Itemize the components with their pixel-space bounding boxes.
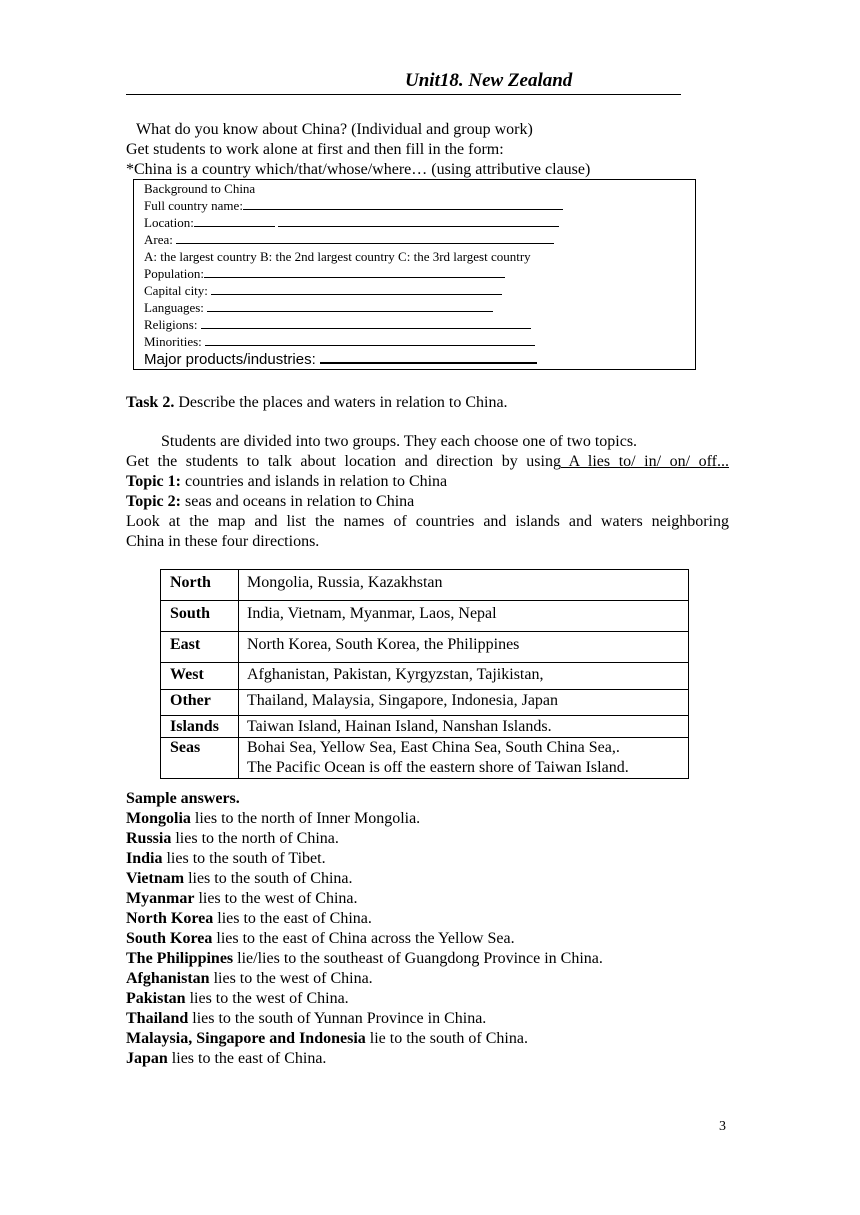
topic-1 bbox=[126, 472, 447, 492]
field-religions bbox=[144, 317, 531, 333]
page-number: 3 bbox=[719, 1119, 726, 1134]
direction-value: North Korea, South Korea, the Philippines bbox=[239, 632, 689, 663]
direction-label: South bbox=[161, 601, 239, 632]
answer-blank[interactable] bbox=[243, 198, 563, 210]
area-options: A: the largest country B: the 2nd largest country C: the 3rd largest country bbox=[144, 249, 531, 264]
answer-text: lies to the north of Inner Mongolia. bbox=[190, 810, 421, 827]
answer-text: lies to the south of China. bbox=[184, 870, 353, 887]
answer-blank[interactable] bbox=[278, 215, 559, 227]
answer-line bbox=[126, 1049, 326, 1069]
field-label: Major products/industries: bbox=[144, 351, 320, 368]
task2-label: Task 2. bbox=[126, 394, 175, 411]
field-label: Location: bbox=[144, 215, 194, 230]
answer-text: lies to the east of China. bbox=[213, 910, 372, 927]
answer-blank[interactable] bbox=[320, 351, 537, 364]
answer-subject: Vietnam bbox=[126, 870, 185, 887]
field-population bbox=[144, 266, 505, 282]
answer-text: lies to the south of Yunnan Province in China. bbox=[188, 1010, 487, 1027]
answer-subject: Mongolia bbox=[126, 810, 191, 827]
map-instruction-line2: China in these four directions. bbox=[126, 533, 320, 550]
field-label: Religions: bbox=[144, 317, 201, 332]
table-row bbox=[161, 632, 689, 663]
answer-line bbox=[126, 869, 353, 889]
answer-subject: Afghanistan bbox=[126, 970, 210, 987]
answer-subject: The Philippines bbox=[126, 950, 234, 967]
field-minorities bbox=[144, 334, 535, 350]
answer-line bbox=[126, 909, 372, 929]
direction-label: Islands bbox=[161, 716, 239, 738]
answer-text: lie/lies to the southeast of Guangdong Province in China. bbox=[233, 950, 603, 967]
answer-line bbox=[126, 889, 358, 909]
task2-heading bbox=[126, 393, 508, 413]
direction-value-line: Bohai Sea, Yellow Sea, East China Sea, South China Sea,. bbox=[247, 739, 620, 756]
direction-value: Taiwan Island, Hainan Island, Nanshan Islands. bbox=[239, 716, 689, 738]
answer-subject: India bbox=[126, 850, 163, 867]
talk-line bbox=[126, 452, 729, 472]
answer-text: lies to the west of China. bbox=[194, 890, 358, 907]
table-row bbox=[161, 601, 689, 632]
field-label: Population: bbox=[144, 266, 204, 281]
direction-label: Seas bbox=[161, 738, 239, 779]
answer-line bbox=[126, 969, 373, 989]
answer-line bbox=[126, 849, 326, 869]
field-label: Area: bbox=[144, 232, 177, 247]
answer-subject: Malaysia, Singapore and Indonesia bbox=[126, 1030, 366, 1047]
topic-2-label: Topic 2: bbox=[126, 493, 181, 510]
table-row bbox=[161, 663, 689, 690]
answer-line bbox=[126, 809, 420, 829]
answer-blank[interactable] bbox=[201, 317, 531, 329]
direction-value bbox=[239, 738, 689, 779]
answer-line bbox=[126, 949, 603, 969]
table-row bbox=[161, 716, 689, 738]
answer-subject: Pakistan bbox=[126, 990, 186, 1007]
table-row bbox=[161, 738, 689, 779]
answer-line bbox=[126, 989, 349, 1009]
table-row bbox=[161, 690, 689, 716]
field-label: Full country name: bbox=[144, 198, 243, 213]
direction-label: East bbox=[161, 632, 239, 663]
answer-line bbox=[126, 929, 515, 949]
topic-2 bbox=[126, 492, 414, 512]
talk-prefix: Get the students to talk about location and direction by using bbox=[126, 453, 561, 470]
field-label: Capital city: bbox=[144, 283, 212, 298]
field-capital-city bbox=[144, 283, 502, 299]
answer-subject: Thailand bbox=[126, 1010, 189, 1027]
answer-text: lies to the east of China across the Yellow Sea. bbox=[212, 930, 515, 947]
field-location bbox=[144, 215, 559, 231]
direction-value-line: The Pacific Ocean is off the eastern shore of Taiwan Island. bbox=[247, 759, 629, 776]
answer-text: lies to the west of China. bbox=[185, 990, 349, 1007]
intro-instruction: Get students to work alone at first and then fill in the form: bbox=[126, 141, 504, 158]
direction-value: Afghanistan, Pakistan, Kyrgyzstan, Tajikistan, bbox=[239, 663, 689, 690]
field-full-country-name bbox=[144, 198, 563, 214]
answer-text: lies to the north of China. bbox=[171, 830, 339, 847]
answer-line bbox=[126, 829, 339, 849]
sample-answers-heading: Sample answers. bbox=[126, 790, 240, 807]
field-major-products bbox=[144, 351, 537, 368]
header-rule bbox=[126, 94, 681, 95]
groups-text: Students are divided into two groups. They each choose one of two topics. bbox=[161, 433, 638, 450]
map-instruction-line1: Look at the map and list the names of countries and islands and waters neighboring bbox=[126, 513, 729, 530]
answer-blank[interactable] bbox=[176, 232, 554, 244]
talk-pattern: A lies to/ in/ on/ off... bbox=[560, 453, 729, 470]
clause-hint: *China is a country which/that/whose/where… (using attributive clause) bbox=[126, 161, 591, 178]
answer-blank[interactable] bbox=[205, 334, 535, 346]
answer-subject: Myanmar bbox=[126, 890, 195, 907]
answer-blank[interactable] bbox=[211, 283, 502, 295]
direction-value: India, Vietnam, Myanmar, Laos, Nepal bbox=[239, 601, 689, 632]
intro-question: What do you know about China? (Individual and group work) bbox=[136, 121, 533, 138]
topic-1-label: Topic 1: bbox=[126, 473, 181, 490]
task2-text: Describe the places and waters in relation to China. bbox=[174, 394, 508, 411]
answer-text: lies to the east of China. bbox=[167, 1050, 327, 1067]
answer-subject: Japan bbox=[126, 1050, 168, 1067]
topic-2-text: seas and oceans in relation to China bbox=[180, 493, 415, 510]
answer-blank[interactable] bbox=[194, 215, 275, 227]
background-form-box bbox=[133, 179, 696, 370]
field-languages bbox=[144, 300, 493, 316]
answer-subject: South Korea bbox=[126, 930, 213, 947]
direction-value: Mongolia, Russia, Kazakhstan bbox=[239, 570, 689, 601]
answer-subject: Russia bbox=[126, 830, 172, 847]
form-title: Background to China bbox=[144, 181, 256, 196]
answer-line bbox=[126, 1009, 486, 1029]
directions-table bbox=[160, 569, 689, 779]
direction-label: North bbox=[161, 570, 239, 601]
table-row bbox=[161, 570, 689, 601]
answer-blank[interactable] bbox=[207, 300, 493, 312]
field-area bbox=[144, 232, 554, 248]
answer-text: lies to the south of Tibet. bbox=[162, 850, 326, 867]
direction-label: Other bbox=[161, 690, 239, 716]
direction-label: West bbox=[161, 663, 239, 690]
answer-blank[interactable] bbox=[204, 266, 505, 278]
direction-value: Thailand, Malaysia, Singapore, Indonesia, Japan bbox=[239, 690, 689, 716]
answer-text: lie to the south of China. bbox=[365, 1030, 528, 1047]
answer-text: lies to the west of China. bbox=[209, 970, 373, 987]
field-label: Minorities: bbox=[144, 334, 206, 349]
field-label: Languages: bbox=[144, 300, 208, 315]
answer-line bbox=[126, 1029, 528, 1049]
topic-1-text: countries and islands in relation to China bbox=[180, 473, 448, 490]
header-title: Unit18. New Zealand bbox=[405, 70, 573, 91]
answer-subject: North Korea bbox=[126, 910, 214, 927]
